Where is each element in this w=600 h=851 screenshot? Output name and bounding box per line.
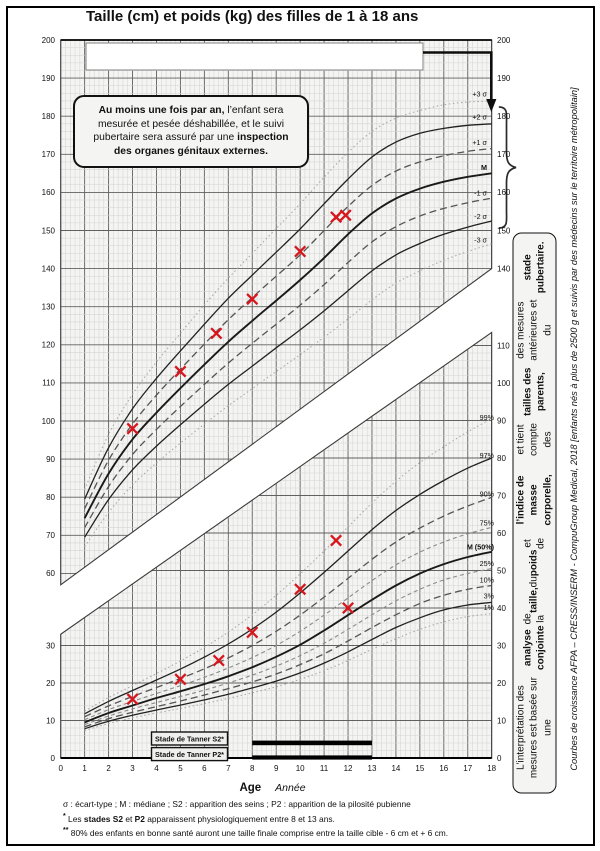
svg-text:7: 7 [226,764,231,773]
svg-text:6: 6 [202,764,207,773]
curve-label-+3sigma: +3 σ [472,89,487,99]
curve-label-p75: 75% [479,518,494,528]
svg-text:200: 200 [41,35,55,45]
svg-text:190: 190 [41,73,55,83]
curve-label--2sigma: -2 σ [474,212,487,222]
footnote-tanner: * Les stades S2 et P2 apparaissent physiologiquement entre 8 et 13 ans. [63,812,335,824]
svg-text:0: 0 [50,753,55,763]
svg-text:180: 180 [497,112,511,121]
x-axis-title [0,778,545,796]
curve-label-median: M [481,163,487,173]
blank-entry-box [86,43,423,70]
svg-text:190: 190 [497,73,511,83]
svg-text:0: 0 [58,764,63,773]
svg-text:12: 12 [343,764,353,773]
curve-label-p99: 99% [479,413,494,423]
svg-text:140: 140 [497,264,511,274]
svg-text:110: 110 [497,341,510,351]
svg-text:90: 90 [497,416,506,426]
svg-text:100: 100 [41,416,55,426]
x-axis-title-annee: Année [275,782,306,794]
svg-text:30: 30 [497,641,506,651]
svg-text:200: 200 [497,35,511,45]
svg-text:170: 170 [497,150,511,160]
curve-label-p90: 90% [479,489,494,499]
svg-text:10: 10 [46,716,55,726]
curve-label-+2sigma: +2 σ [472,112,487,122]
footnotes [63,799,543,839]
svg-text:20: 20 [46,678,55,688]
svg-text:3: 3 [130,764,135,773]
tanner-s2-bar [252,741,372,746]
tanner-p2-label: Stade de Tanner P2* [155,750,224,760]
svg-text:17: 17 [463,764,473,773]
interpretation-note-wrap [512,232,556,793]
svg-text:0: 0 [497,753,502,763]
svg-text:90: 90 [46,454,55,464]
svg-text:150: 150 [41,226,55,236]
svg-text:40: 40 [497,603,506,613]
svg-text:2: 2 [106,764,111,773]
x-axis-title-age: Age [239,782,262,794]
svg-text:13: 13 [367,764,377,773]
svg-text:8: 8 [250,764,255,773]
svg-text:5: 5 [178,764,183,773]
svg-text:160: 160 [497,188,511,198]
page-title: Taille (cm) et poids (kg) des filles de 1 à 18 ans [86,8,419,25]
curve-label-p10: 10% [479,575,494,585]
svg-text:16: 16 [439,764,449,773]
svg-text:60: 60 [46,569,55,579]
svg-text:130: 130 [41,302,55,312]
curve-label-+1sigma: +1 σ [472,137,487,147]
svg-text:10: 10 [295,764,305,773]
svg-text:14: 14 [391,764,401,773]
credit-line: Courbes de croissance AFPA – CRESS/INSERM - CompuGroup Medical, 2018 [enfants nés à plus de 2500 g et suivis par des médecins sur le territoire métropolitain] [569,87,579,771]
svg-text:180: 180 [41,112,55,121]
svg-text:120: 120 [41,340,55,350]
tanner-s2-label: Stade de Tanner S2* [155,734,224,744]
svg-text:110: 110 [42,378,55,388]
svg-text:50: 50 [497,566,506,576]
curve-label-p97: 97% [479,451,494,461]
svg-text:30: 30 [46,641,55,651]
curve-label-p3: 3% [483,591,494,601]
footnote-target-height: ** 80% des enfants en bonne santé auront une taille finale comprise entre la taille cible - 6 cm et + 6 cm. [63,826,449,838]
tanner-p2-bar [252,755,372,759]
svg-text:80: 80 [497,453,506,463]
svg-text:11: 11 [319,764,329,773]
svg-text:150: 150 [497,226,511,236]
svg-text:10: 10 [497,716,506,726]
svg-text:4: 4 [154,764,159,773]
curve-label--3sigma: -3 σ [474,235,487,245]
interpretation-note: L'interprétation des mesures est basée sur une analyse conjointe de la taille, du poids et de l’indice de masse corporelle, et tient compte des tailles des parents, des mesures antérieures et du stade pubertaire. [512,232,556,793]
svg-text:170: 170 [41,150,55,160]
footnote-legend: σ : écart-type ; M : médiane ; S2 : apparition des seins ; P2 : apparition de la pilosité pubienne [63,799,411,809]
svg-text:160: 160 [41,188,55,198]
svg-text:15: 15 [415,764,425,773]
svg-text:70: 70 [46,531,55,541]
svg-text:60: 60 [497,528,506,538]
annual-exam-callout: Au moins une fois par an, l’enfant sera mesurée et pesée déshabillée, et le suivi pubertaire sera assuré par une inspection des organes génitaux externes. [73,95,309,168]
curve-label-p50: M (50%) [466,542,494,552]
svg-text:20: 20 [497,678,506,688]
svg-text:80: 80 [46,493,55,502]
curve-label--1sigma: -1 σ [474,188,487,198]
curve-label-p25: 25% [479,559,494,569]
svg-text:100: 100 [497,378,511,388]
svg-text:140: 140 [41,264,55,274]
svg-text:18: 18 [487,764,497,773]
adult-height-brace [500,107,517,228]
curve-label-p1: 1% [483,603,494,613]
svg-text:70: 70 [497,491,506,501]
svg-text:9: 9 [273,764,279,773]
svg-text:1: 1 [82,764,87,773]
